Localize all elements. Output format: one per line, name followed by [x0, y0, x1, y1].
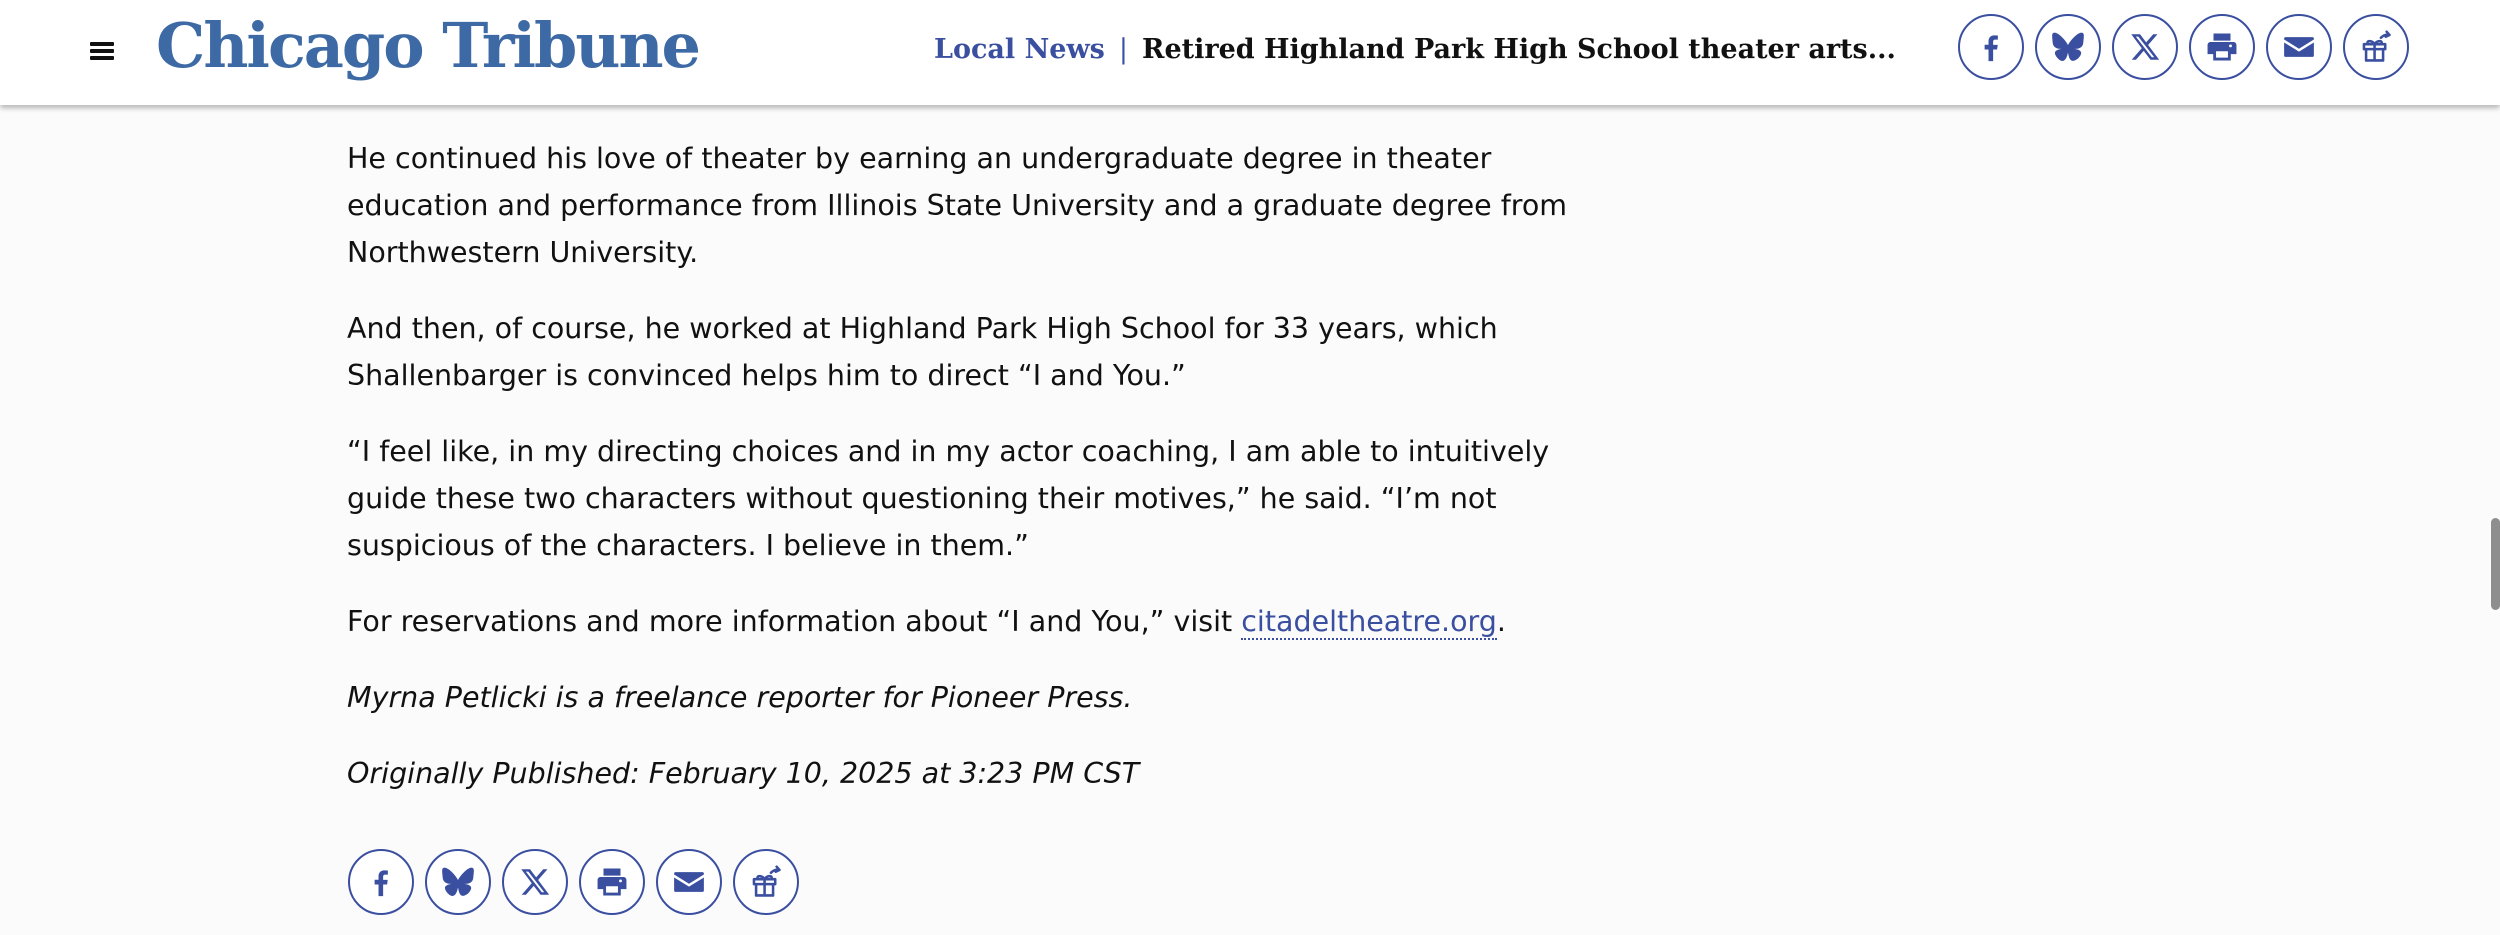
envelope-icon: [672, 865, 706, 899]
header-title: [934, 28, 1896, 72]
gift-article-button[interactable]: [2343, 14, 2409, 80]
menu-icon[interactable]: [86, 38, 118, 64]
paragraph: “I feel like, in my directing choices and in my actor coaching, I am able to intuitively guide these two characters without questioning their motives,” he said. “I’m not suspicious of the characters. I believe in them.”: [347, 435, 1550, 562]
email-button[interactable]: [656, 849, 722, 915]
printer-icon: [595, 865, 629, 899]
header-headline: Retired Highland Park High School theater arts...: [1142, 34, 1896, 65]
share-bar-top: [1958, 14, 2409, 80]
printer-icon: [2205, 30, 2239, 64]
share-facebook-button[interactable]: [348, 849, 414, 915]
title-separator: |: [1118, 34, 1128, 65]
published-date: Originally Published: February 10, 2025 at 3:23 PM CST: [347, 757, 1140, 790]
share-bluesky-button[interactable]: [2035, 14, 2101, 80]
article-body: [347, 135, 1572, 826]
reservations-period: .: [1496, 605, 1506, 638]
gift-article-button[interactable]: [733, 849, 799, 915]
share-facebook-button[interactable]: [1958, 14, 2024, 80]
x-icon: [518, 865, 552, 899]
facebook-icon: [364, 865, 398, 899]
bluesky-butterfly-icon: [441, 865, 475, 899]
facebook-icon: [1974, 30, 2008, 64]
paragraph: And then, of course, he worked at Highland Park High School for 33 years, which Shallenbarger is convinced helps him to direct “I and You.”: [347, 312, 1498, 392]
share-x-button[interactable]: [502, 849, 568, 915]
email-button[interactable]: [2266, 14, 2332, 80]
author-byline: Myrna Petlicki is a freelance reporter for Pioneer Press.: [347, 681, 1133, 714]
reservations-paragraph: [347, 598, 1572, 645]
paragraph: He continued his love of theater by earning an undergraduate degree in theater education and performance from Illinois State University and a graduate degree from Northwestern University.: [347, 142, 1568, 269]
share-bar-bottom: [348, 849, 799, 915]
print-button[interactable]: [2189, 14, 2255, 80]
print-button[interactable]: [579, 849, 645, 915]
share-x-button[interactable]: [2112, 14, 2178, 80]
site-logo[interactable]: Chicago Tribune: [156, 9, 699, 82]
bluesky-butterfly-icon: [2051, 30, 2085, 64]
share-bluesky-button[interactable]: [425, 849, 491, 915]
envelope-icon: [2282, 30, 2316, 64]
section-link[interactable]: Local News: [934, 34, 1105, 65]
reservations-text: For reservations and more information about “I and You,” visit: [347, 605, 1242, 638]
x-icon: [2128, 30, 2162, 64]
site-header: [0, 0, 2500, 105]
gift-icon: [2359, 30, 2393, 64]
gift-icon: [749, 865, 783, 899]
scrollbar-thumb[interactable]: [2491, 518, 2500, 610]
citadel-theatre-link[interactable]: citadeltheatre.org: [1241, 605, 1497, 638]
